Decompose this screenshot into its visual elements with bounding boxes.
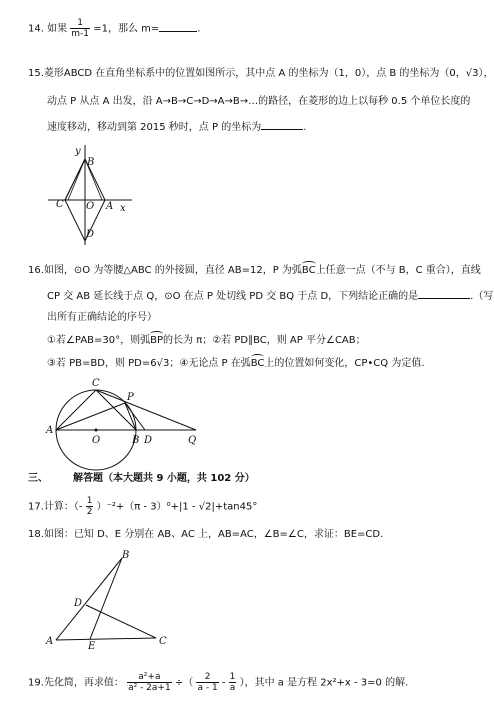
center-point	[95, 429, 98, 432]
q16-text-5c: 上的位置如何变化，CP•CQ 为定值.	[264, 358, 425, 369]
side-ac	[56, 638, 156, 640]
q16-text-5a: ③若 PB=BD，则 PD=6	[47, 358, 157, 369]
q16-sqrt3: √3	[156, 358, 170, 369]
q14-suffix: =1，那么 m=	[93, 23, 160, 35]
q14-end: .	[197, 23, 201, 35]
q19-line	[28, 672, 408, 693]
label-C: C	[92, 378, 100, 389]
q16-line1	[28, 264, 481, 278]
label-Q: Q	[188, 435, 197, 446]
label-O: O	[86, 201, 95, 212]
label-B: B	[132, 435, 140, 446]
label-y: y	[75, 146, 81, 157]
q19-fraction-1	[127, 672, 172, 693]
q16-text-4a: ①若∠PAB=30°，则弧	[47, 335, 151, 346]
label-A: A	[106, 201, 114, 212]
q16-line2	[47, 288, 493, 304]
q14-frac-num: 1	[70, 18, 90, 29]
q19-frac3-num: 1	[229, 672, 236, 682]
q15-answer-blank[interactable]	[261, 119, 303, 130]
q19-fraction-3	[229, 672, 237, 693]
label-B: B	[122, 550, 130, 561]
q19-frac3-den: a	[229, 683, 236, 693]
q15-sqrt3: √3	[465, 68, 479, 79]
q19-frac2-num: 2	[196, 672, 218, 683]
q16-text-1b: 上任意一点（不与 B，C 重合），直线	[315, 265, 481, 276]
segment-ap	[56, 403, 125, 430]
q16-answer-blank[interactable]	[418, 288, 470, 299]
q19-frac1-num: a²+a	[127, 672, 172, 683]
q16-text-5b: ；④无论点 P 在弧	[169, 358, 251, 369]
segment-ac	[56, 390, 96, 430]
q16-line3: 出所有正确结论的序号）	[47, 312, 157, 323]
q15-line2: 动点 P 从点 A 出发，沿 A→B→C→D→A→B→…的路径，在菱形的边上以每秒 0.5 个单位长度的	[47, 96, 471, 107]
line-cq	[96, 390, 196, 430]
q15-text-1: 15.菱形ABCD 在直角坐标系中的位置如图所示，其中点 A 的坐标为（1，0），点 B 的坐标为（0，	[28, 68, 466, 79]
q16-arc-bc: BC	[301, 265, 316, 276]
segment-pb	[125, 403, 136, 430]
q16-line5	[47, 357, 425, 371]
q16-line4	[47, 334, 366, 348]
label-E: E	[88, 641, 96, 652]
segment-be	[90, 558, 122, 639]
section-3-number: 三、	[28, 473, 48, 484]
q14-frac-den: m-1	[71, 29, 90, 39]
q15-text-1-end: ），	[478, 68, 494, 79]
q18-triangle-figure	[46, 550, 171, 650]
label-B: B	[87, 157, 95, 168]
label-x: x	[120, 203, 126, 214]
label-D: D	[144, 435, 153, 446]
q17-prefix: 17.计算：（-	[28, 501, 83, 513]
q16-text-2b: .（写	[470, 291, 494, 302]
q17-frac-den: 2	[86, 507, 93, 517]
q17-fraction	[86, 496, 94, 517]
q16-circle-figure	[46, 375, 206, 445]
q17-rest: ）⁻²+（π - 3）⁰+|1 - √2|+tan45°	[96, 501, 258, 513]
q16-text-4b: 的长为 π；②若 PD∥BC，则 AP 平分∠CAB；	[163, 335, 366, 346]
q14-fraction	[70, 18, 90, 39]
side-ab	[56, 558, 122, 640]
q16-text-2a: CP 交 AB 延长线于点 Q，⊙O 在点 P 处切线 PD 交 BQ 于点 D，下列结论正确的是	[47, 291, 419, 302]
q19-divide: ÷（	[174, 677, 194, 689]
label-A: A	[46, 636, 54, 647]
label-P: P	[127, 392, 134, 403]
q17-frac-num: 1	[86, 496, 93, 506]
label-D: D	[74, 598, 83, 609]
q14-number: 14.	[28, 23, 44, 35]
q14-prefix: 如果	[47, 23, 68, 35]
q19-prefix: 19.先化简，再求值：	[28, 677, 124, 689]
q15-line1	[28, 67, 494, 81]
q14-line	[28, 18, 200, 39]
q18-line: 18.如图：已知 D、E 分别在 AB、AC 上，AB=AC，∠B=∠C，求证：BE=CD.	[28, 529, 384, 540]
label-C: C	[56, 199, 64, 210]
rhombus-edge	[65, 159, 85, 200]
q15-line3	[47, 119, 306, 135]
rhombus-diag-line	[68, 159, 85, 200]
q19-fraction-2	[196, 672, 218, 693]
label-A: A	[46, 425, 54, 436]
q19-minus: -	[221, 677, 229, 689]
q19-frac2-den: a - 1	[197, 683, 218, 693]
q17-line	[28, 496, 257, 517]
q15-text-3: 速度移动，移动到第 2015 秒时，点 P 的坐标为	[47, 122, 262, 133]
section-3-heading	[28, 472, 255, 486]
q15-rhombus-figure	[40, 145, 140, 245]
q16-text-1a: 16.如图，⊙O 为等腰△ABC 的外接圆，直径 AB=12，P 为弧	[28, 265, 302, 276]
q16-arc-bp: BP	[150, 335, 164, 346]
q19-frac1-den: a² - 2a+1	[128, 683, 171, 693]
q19-suffix: ），其中 a 是方程 2x²+x - 3=0 的解.	[239, 677, 409, 689]
label-O: O	[92, 435, 101, 446]
tangent-pd	[125, 403, 145, 430]
q15-text-3-end: .	[303, 122, 307, 133]
label-D: D	[86, 229, 95, 240]
section-3-title: 解答题（本大题共 9 小题，共 102 分）	[72, 473, 255, 484]
q14-answer-blank[interactable]	[159, 21, 197, 32]
label-C: C	[159, 636, 167, 647]
q16-arc-bc-2: BC	[250, 358, 265, 369]
